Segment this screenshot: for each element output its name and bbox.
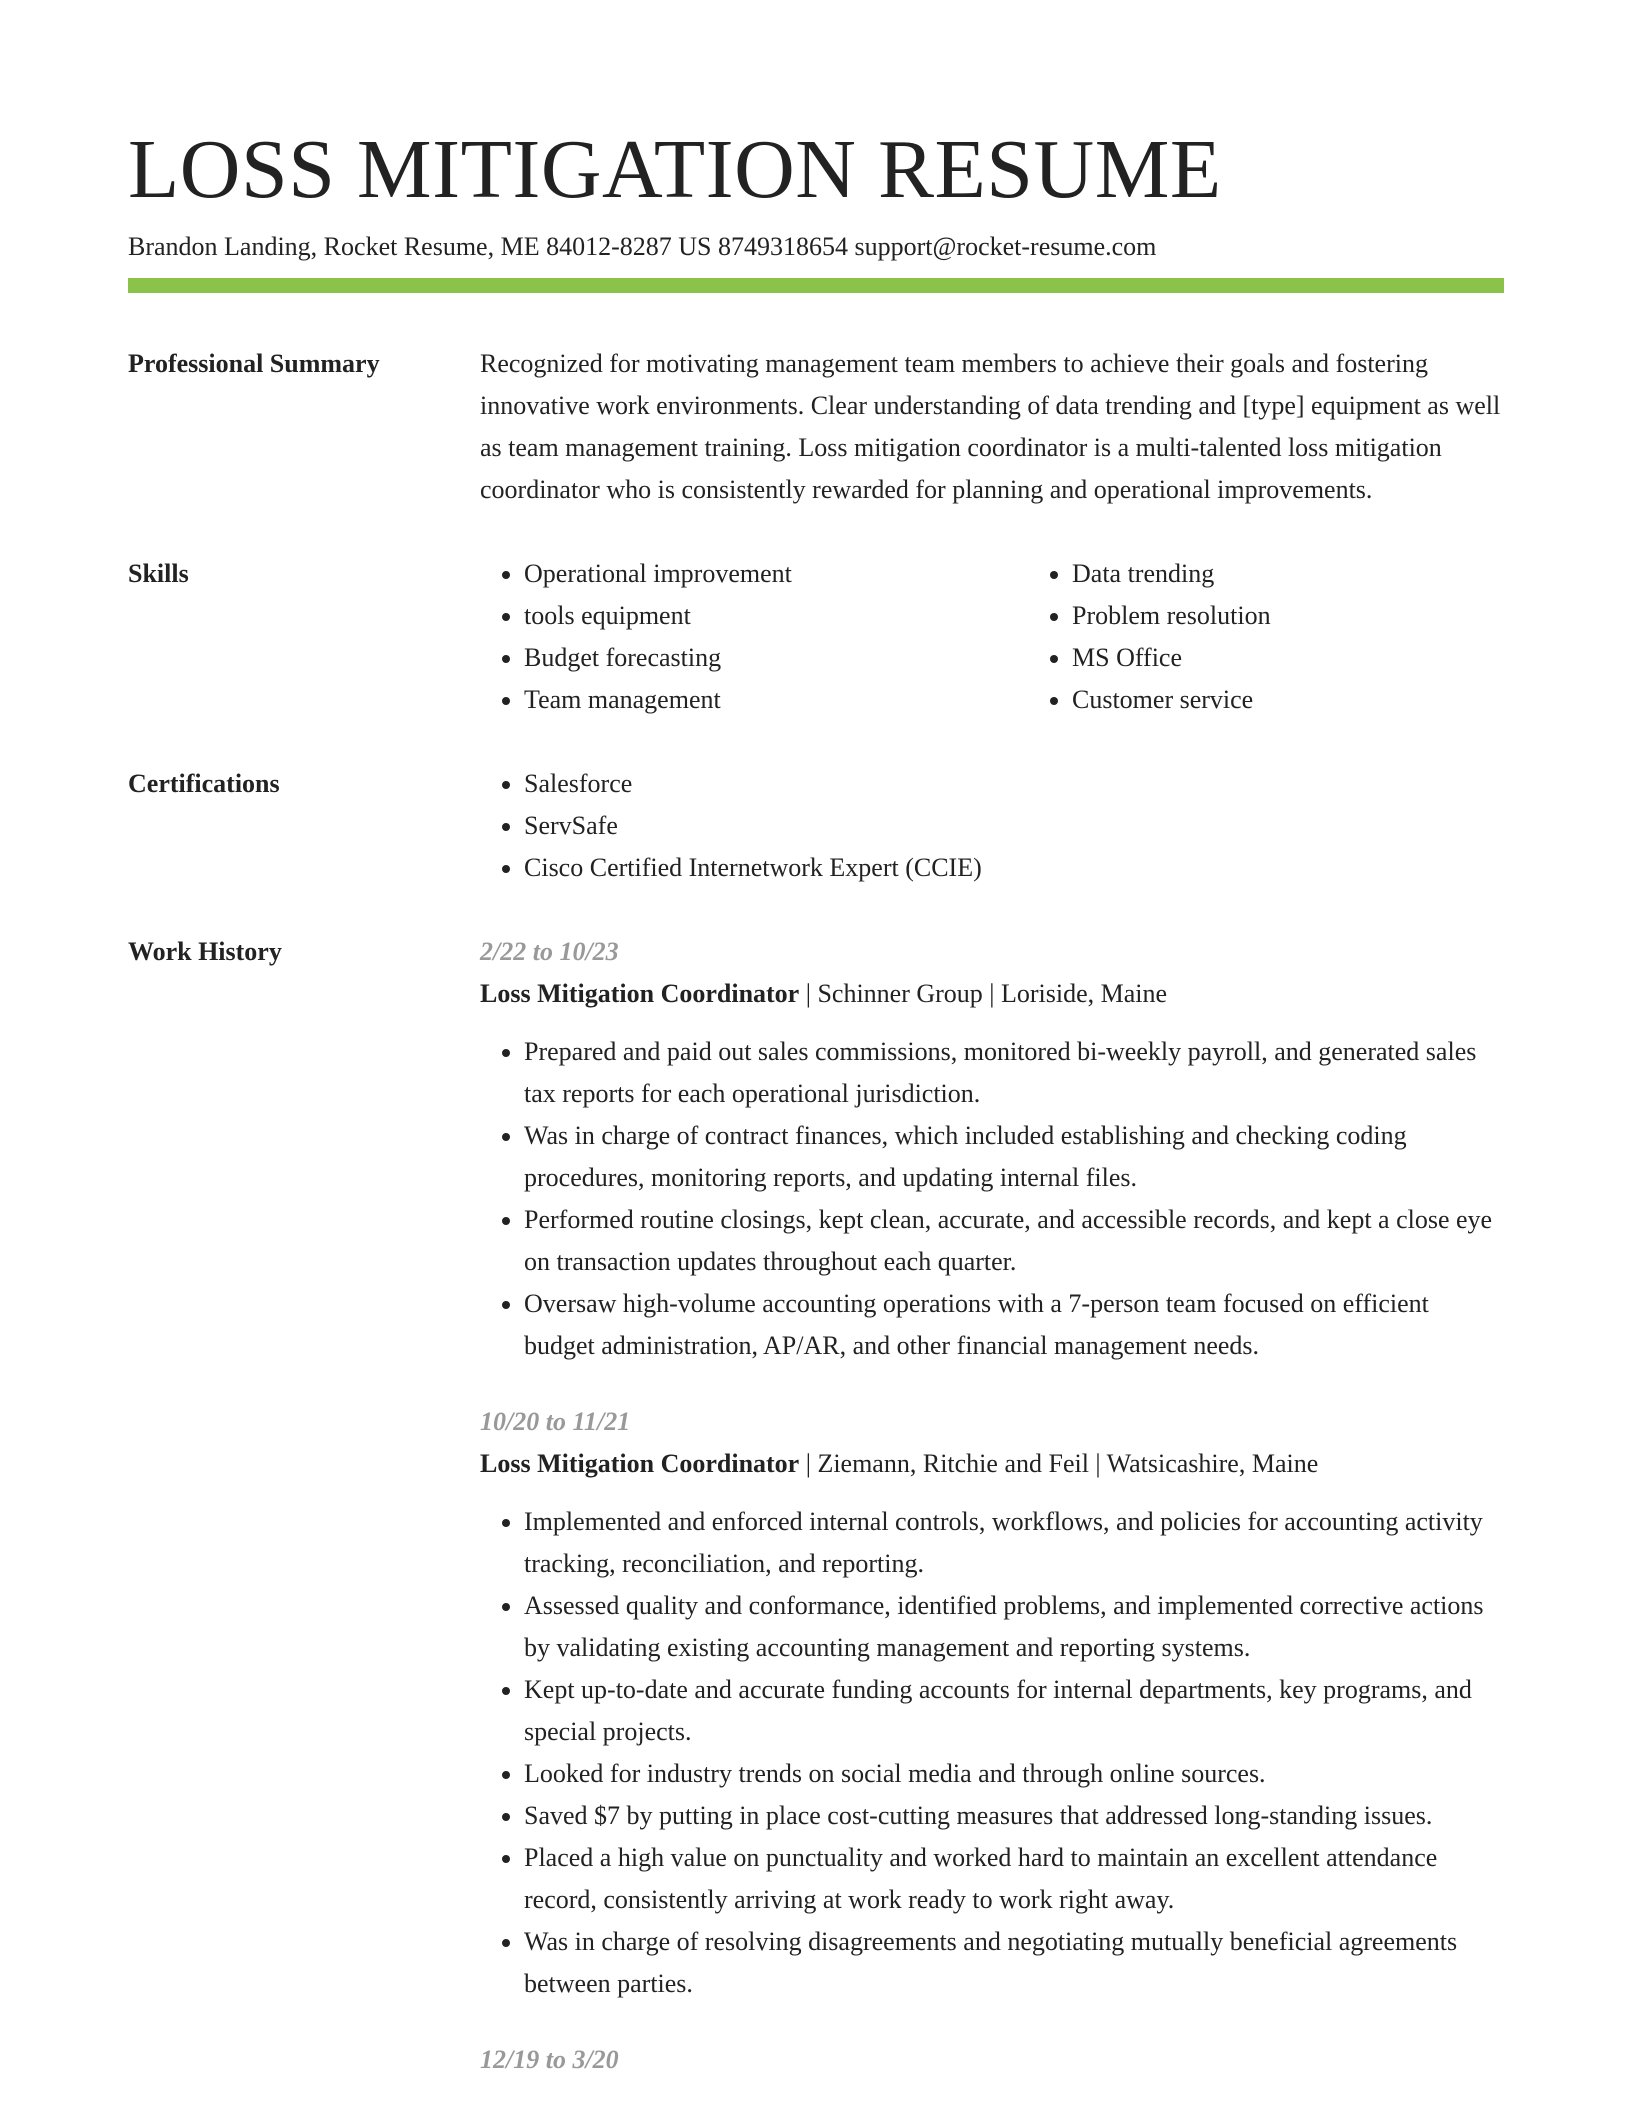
section-label: Work History: [128, 937, 282, 966]
job-bullet: • Saved $7 by putting in place cost-cutting measures that addressed long-standing issues.: [524, 1795, 1504, 1837]
work-history-section: [128, 931, 1504, 2081]
job-bullet: • Kept up-to-date and accurate funding accounts for internal departments, key programs, and special projects.: [524, 1669, 1504, 1753]
section-label: Professional Summary: [128, 349, 380, 378]
skill-item: • Budget forecasting: [524, 637, 1028, 679]
resume-title: LOSS MITIGATION RESUME: [128, 123, 1222, 216]
job-bullet: • Assessed quality and conformance, identified problems, and implemented corrective actions by validating existing accounting management and reporting systems.: [524, 1585, 1504, 1669]
summary-text: Recognized for motivating management team members to achieve their goals and fostering innovative work environments. Clear understanding of data trending and [type] equipment as well as team management training. Loss mitigation coordinator is a multi-talented loss mitigation coordinator who is consistently rewarded for planning and operational improvements.: [480, 349, 1501, 504]
certifications-list: [480, 763, 1504, 889]
job-dates: 2/22 to 10/23: [480, 937, 619, 966]
skills-section: [128, 553, 1504, 721]
skill-item: • MS Office: [1072, 637, 1576, 679]
skill-item: • Team management: [524, 679, 1028, 721]
job-heading: [480, 1443, 1504, 1485]
job-details: | Ziemann, Ritchie and Feil | Watsicashire, Maine: [799, 1449, 1319, 1478]
section-label: Certifications: [128, 769, 280, 798]
job-entry: [480, 2039, 1504, 2081]
job-title: Loss Mitigation Coordinator: [480, 979, 800, 1008]
job-bullet: • Placed a high value on punctuality and worked hard to maintain an excellent attendance record, consistently arriving at work ready to work right away.: [524, 1837, 1504, 1921]
job-bullets: [480, 1031, 1504, 1367]
job-entry: [480, 1401, 1504, 2005]
job-bullet: • Looked for industry trends on social media and through online sources.: [524, 1753, 1504, 1795]
skill-item: • Operational improvement: [524, 553, 1028, 595]
skill-item: • Customer service: [1072, 679, 1576, 721]
job-bullet: • Oversaw high-volume accounting operations with a 7-person team focused on efficient budget administration, AP/AR, and other financial management needs.: [524, 1283, 1504, 1367]
skills-list-left: [480, 553, 1028, 721]
certification-item: • Cisco Certified Internetwork Expert (CCIE): [524, 847, 1504, 889]
section-label: Skills: [128, 559, 189, 588]
job-bullet: • Prepared and paid out sales commissions, monitored bi-weekly payroll, and generated sales tax reports for each operational jurisdiction.: [524, 1031, 1504, 1115]
job-bullet: • Implemented and enforced internal controls, workflows, and policies for accounting activity tracking, reconciliation, and reporting.: [524, 1501, 1504, 1585]
skill-item: • tools equipment: [524, 595, 1028, 637]
professional-summary-section: [128, 343, 1504, 511]
certification-item: • Salesforce: [524, 763, 1504, 805]
job-dates: 12/19 to 3/20: [480, 2045, 619, 2074]
skill-item: • Data trending: [1072, 553, 1576, 595]
job-heading: [480, 973, 1504, 1015]
certifications-section: [128, 763, 1504, 889]
job-details: | Schinner Group | Loriside, Maine: [799, 979, 1168, 1008]
job-bullet: • Was in charge of resolving disagreements and negotiating mutually beneficial agreements between parties.: [524, 1921, 1504, 2005]
job-title: Loss Mitigation Coordinator: [480, 1449, 800, 1478]
job-dates: 10/20 to 11/21: [480, 1407, 631, 1436]
job-bullets: [480, 1501, 1504, 2005]
skill-item: • Problem resolution: [1072, 595, 1576, 637]
job-bullet: • Performed routine closings, kept clean, accurate, and accessible records, and kept a close eye on transaction updates throughout each quarter.: [524, 1199, 1504, 1283]
header-divider: [128, 278, 1504, 293]
contact-line: Brandon Landing, Rocket Resume, ME 84012-8287 US 8749318654 support@rocket-resume.com: [128, 232, 1157, 261]
skills-list-right: [1028, 553, 1576, 721]
job-bullet: • Was in charge of contract finances, which included establishing and checking coding procedures, monitoring reports, and updating internal files.: [524, 1115, 1504, 1199]
job-entry: [480, 931, 1504, 1367]
resume-page: [128, 118, 1504, 2081]
certification-item: • ServSafe: [524, 805, 1504, 847]
